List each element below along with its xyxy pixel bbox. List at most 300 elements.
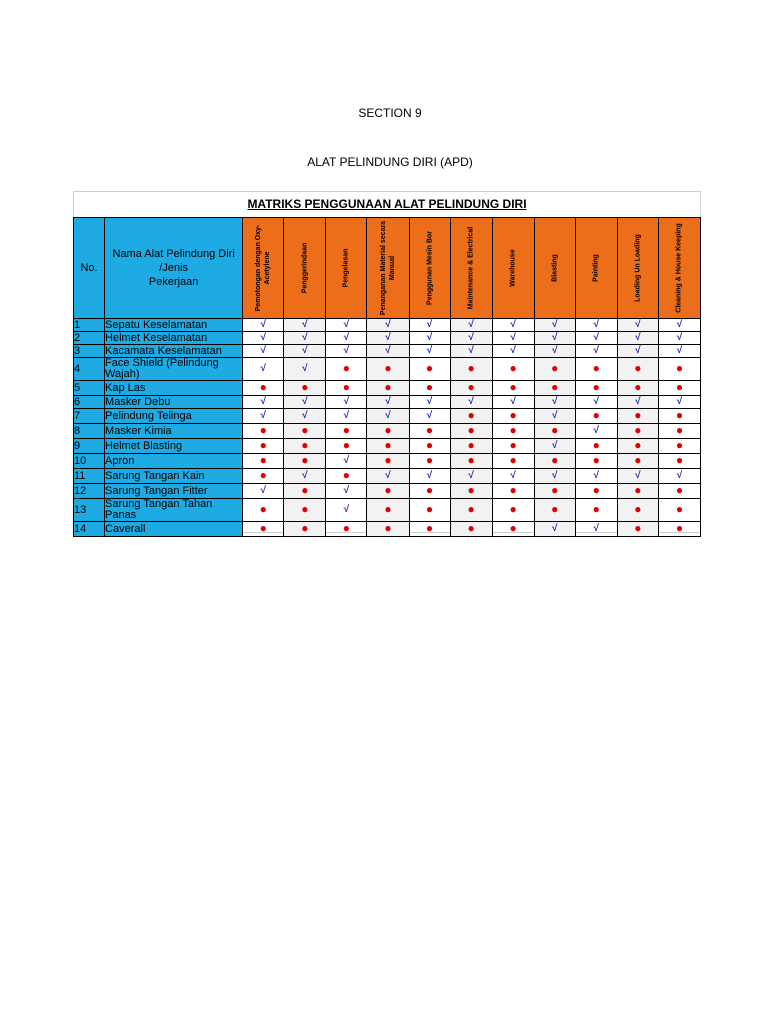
- not-required-dot: [534, 454, 575, 469]
- dot-icon: ●: [384, 380, 392, 394]
- table-row: [74, 522, 701, 537]
- not-required-dot: [534, 358, 575, 381]
- dot-icon: ●: [467, 408, 475, 422]
- check-icon: √: [260, 345, 267, 356]
- column-header-job: [617, 218, 658, 319]
- check-icon: √: [260, 396, 267, 407]
- dot-icon: ●: [592, 438, 600, 452]
- not-required-dot: [367, 454, 409, 469]
- check-mark: [658, 345, 700, 358]
- job-label: Pemotongan dengan Oxy-Acetylene: [255, 224, 272, 312]
- equipment-name: Pelindung Telinga: [105, 409, 243, 424]
- not-required-dot: [534, 484, 575, 499]
- column-header-job: [492, 218, 534, 319]
- check-icon: √: [676, 345, 683, 356]
- not-required-dot: [450, 381, 492, 396]
- not-required-dot: [450, 409, 492, 424]
- check-mark: [534, 319, 575, 332]
- dot-icon: ●: [634, 502, 642, 516]
- table-row: [74, 484, 701, 499]
- not-required-dot: [409, 522, 450, 537]
- not-required-dot: [409, 484, 450, 499]
- dot-icon: ●: [259, 468, 267, 482]
- table-row: [74, 469, 701, 484]
- job-label: Pengelasan: [342, 248, 350, 288]
- dot-icon: ●: [509, 521, 517, 535]
- dot-icon: ●: [634, 361, 642, 375]
- dot-icon: ●: [675, 361, 684, 375]
- job-label: Penggunan Mesin Bor: [426, 231, 434, 305]
- equipment-name: Apron: [105, 454, 243, 469]
- job-label: Painting: [592, 254, 600, 282]
- row-number: 9: [74, 439, 105, 454]
- row-number: 13: [74, 499, 105, 522]
- equipment-name: Face Shield (Pelindung Wajah): [105, 358, 243, 381]
- check-mark: [534, 469, 575, 484]
- check-icon: √: [385, 332, 391, 343]
- dot-icon: ●: [301, 438, 309, 452]
- check-icon: √: [551, 396, 558, 407]
- table-row: [74, 439, 701, 454]
- row-number: 10: [74, 454, 105, 469]
- check-mark: [284, 358, 326, 381]
- not-required-dot: [658, 484, 700, 499]
- dot-icon: ●: [551, 502, 559, 516]
- not-required-dot: [367, 499, 409, 522]
- check-mark: [492, 396, 534, 409]
- check-icon: √: [676, 470, 683, 481]
- equipment-name: Masker Kimia: [105, 424, 243, 439]
- check-icon: √: [426, 319, 433, 330]
- not-required-dot: [284, 454, 326, 469]
- dot-icon: ●: [675, 502, 684, 516]
- not-required-dot: [284, 499, 326, 522]
- dot-icon: ●: [467, 438, 475, 452]
- not-required-dot: [243, 381, 284, 396]
- not-required-dot: [409, 381, 450, 396]
- not-required-dot: [492, 454, 534, 469]
- equipment-name: Helmet Blasting: [105, 439, 243, 454]
- dot-icon: ●: [675, 438, 684, 452]
- check-mark: [534, 345, 575, 358]
- equipment-name: Kacamata Keselamatan: [105, 345, 243, 358]
- equipment-name: Masker Debu: [105, 396, 243, 409]
- dot-icon: ●: [592, 380, 600, 394]
- check-icon: √: [343, 410, 350, 421]
- equipment-name: Sarung Tangan Kain: [105, 469, 243, 484]
- check-mark: [243, 319, 284, 332]
- check-icon: √: [593, 425, 600, 436]
- check-icon: √: [426, 345, 433, 356]
- not-required-dot: [450, 439, 492, 454]
- check-mark: [534, 522, 575, 537]
- not-required-dot: [243, 469, 284, 484]
- not-required-dot: [450, 484, 492, 499]
- not-required-dot: [617, 424, 658, 439]
- check-mark: [617, 345, 658, 358]
- check-icon: √: [510, 345, 516, 356]
- row-number: 11: [74, 469, 105, 484]
- not-required-dot: [243, 424, 284, 439]
- dot-icon: ●: [384, 521, 392, 535]
- dot-icon: ●: [259, 423, 267, 437]
- job-label: Loading Un Loading: [634, 234, 642, 302]
- dot-icon: ●: [592, 502, 600, 516]
- not-required-dot: [575, 439, 617, 454]
- dot-icon: ●: [425, 438, 434, 452]
- not-required-dot: [326, 358, 367, 381]
- not-required-dot: [367, 484, 409, 499]
- check-icon: √: [302, 319, 308, 330]
- check-mark: [534, 409, 575, 424]
- check-icon: √: [260, 332, 267, 343]
- dot-icon: ●: [634, 438, 642, 452]
- check-icon: √: [676, 319, 683, 330]
- table-row: [74, 345, 701, 358]
- not-required-dot: [284, 484, 326, 499]
- not-required-dot: [326, 381, 367, 396]
- not-required-dot: [450, 499, 492, 522]
- dot-icon: ●: [301, 423, 309, 437]
- column-header-job: [450, 218, 492, 319]
- check-icon: √: [551, 523, 558, 534]
- check-icon: √: [635, 396, 641, 407]
- name-header-line-3: Pekerjaan: [148, 276, 199, 288]
- not-required-dot: [575, 381, 617, 396]
- dot-icon: ●: [467, 380, 475, 394]
- check-mark: [575, 469, 617, 484]
- dot-icon: ●: [592, 361, 600, 375]
- dot-icon: ●: [467, 361, 475, 375]
- section-heading: SECTION 9: [358, 106, 422, 120]
- dot-icon: ●: [342, 380, 351, 394]
- matrix-body: [74, 319, 701, 537]
- dot-icon: ●: [509, 361, 517, 375]
- dot-icon: ●: [342, 521, 351, 535]
- check-mark: [450, 469, 492, 484]
- check-mark: [367, 319, 409, 332]
- check-icon: √: [426, 332, 433, 343]
- check-icon: √: [593, 332, 600, 343]
- not-required-dot: [617, 381, 658, 396]
- dot-icon: ●: [634, 380, 642, 394]
- check-icon: √: [593, 470, 600, 481]
- not-required-dot: [492, 424, 534, 439]
- equipment-name: Sarung Tangan Fitter: [105, 484, 243, 499]
- check-icon: √: [468, 396, 474, 407]
- not-required-dot: [450, 454, 492, 469]
- not-required-dot: [409, 358, 450, 381]
- check-icon: √: [260, 410, 267, 421]
- not-required-dot: [658, 522, 700, 537]
- dot-icon: ●: [551, 453, 559, 467]
- matrix-table: [73, 217, 701, 537]
- job-label: Cleaning & House Keeping: [675, 223, 683, 313]
- row-number: 12: [74, 484, 105, 499]
- check-icon: √: [343, 485, 350, 496]
- not-required-dot: [617, 409, 658, 424]
- dot-icon: ●: [467, 502, 475, 516]
- check-icon: √: [302, 363, 308, 374]
- check-icon: √: [343, 396, 350, 407]
- table-row: [74, 396, 701, 409]
- not-required-dot: [492, 522, 534, 537]
- check-icon: √: [551, 332, 558, 343]
- dot-icon: ●: [301, 483, 309, 497]
- check-mark: [326, 319, 367, 332]
- not-required-dot: [450, 522, 492, 537]
- dot-icon: ●: [675, 380, 684, 394]
- dot-icon: ●: [425, 502, 434, 516]
- not-required-dot: [326, 424, 367, 439]
- check-mark: [492, 319, 534, 332]
- dot-icon: ●: [509, 483, 517, 497]
- table-row: [74, 319, 701, 332]
- check-mark: [367, 345, 409, 358]
- check-mark: [367, 469, 409, 484]
- name-header-line-1: Nama Alat Pelindung Diri: [112, 248, 235, 260]
- check-mark: [617, 319, 658, 332]
- dot-icon: ●: [425, 423, 434, 437]
- check-mark: [326, 484, 367, 499]
- check-icon: √: [426, 470, 433, 481]
- dot-icon: ●: [592, 408, 600, 422]
- column-header-job: [326, 218, 367, 319]
- job-label: Penggerindaan: [301, 242, 309, 294]
- not-required-dot: [492, 439, 534, 454]
- check-icon: √: [385, 410, 391, 421]
- not-required-dot: [326, 522, 367, 537]
- check-mark: [575, 396, 617, 409]
- not-required-dot: [575, 484, 617, 499]
- check-icon: √: [426, 410, 433, 421]
- column-header-no: No.: [74, 218, 105, 319]
- not-required-dot: [534, 424, 575, 439]
- dot-icon: ●: [675, 521, 684, 535]
- not-required-dot: [534, 381, 575, 396]
- dot-icon: ●: [425, 361, 434, 375]
- check-mark: [326, 396, 367, 409]
- column-header-job: [534, 218, 575, 319]
- dot-icon: ●: [301, 453, 309, 467]
- dot-icon: ●: [467, 453, 475, 467]
- check-mark: [409, 409, 450, 424]
- check-mark: [658, 332, 700, 345]
- dot-icon: ●: [675, 483, 684, 497]
- row-number: 1: [74, 319, 105, 332]
- not-required-dot: [367, 522, 409, 537]
- dot-icon: ●: [634, 453, 642, 467]
- not-required-dot: [409, 424, 450, 439]
- check-mark: [243, 332, 284, 345]
- not-required-dot: [367, 358, 409, 381]
- check-mark: [326, 332, 367, 345]
- column-header-job: [284, 218, 326, 319]
- check-icon: √: [551, 345, 558, 356]
- not-required-dot: [617, 439, 658, 454]
- dot-icon: ●: [675, 408, 684, 422]
- check-mark: [450, 396, 492, 409]
- not-required-dot: [409, 499, 450, 522]
- check-icon: √: [343, 455, 350, 466]
- not-required-dot: [617, 484, 658, 499]
- check-icon: √: [593, 396, 600, 407]
- dot-icon: ●: [259, 380, 267, 394]
- check-icon: √: [593, 319, 600, 330]
- not-required-dot: [658, 424, 700, 439]
- check-icon: √: [510, 332, 516, 343]
- check-icon: √: [302, 332, 308, 343]
- not-required-dot: [492, 381, 534, 396]
- table-row: [74, 424, 701, 439]
- not-required-dot: [658, 454, 700, 469]
- not-required-dot: [284, 439, 326, 454]
- dot-icon: ●: [509, 423, 517, 437]
- check-mark: [492, 332, 534, 345]
- check-icon: √: [385, 470, 391, 481]
- check-icon: √: [343, 504, 350, 515]
- name-header-line-2: /Jenis: [159, 262, 189, 274]
- check-icon: √: [302, 410, 308, 421]
- equipment-name: Sarung Tangan Tahan Panas: [105, 499, 243, 522]
- dot-icon: ●: [384, 438, 392, 452]
- check-mark: [409, 319, 450, 332]
- not-required-dot: [367, 381, 409, 396]
- check-mark: [450, 332, 492, 345]
- check-mark: [450, 319, 492, 332]
- not-required-dot: [617, 454, 658, 469]
- dot-icon: ●: [384, 453, 392, 467]
- check-icon: √: [343, 345, 350, 356]
- check-icon: √: [551, 319, 558, 330]
- table-row: [74, 332, 701, 345]
- dot-icon: ●: [342, 361, 351, 375]
- dot-icon: ●: [551, 483, 559, 497]
- dot-icon: ●: [384, 361, 392, 375]
- dot-icon: ●: [592, 483, 600, 497]
- not-required-dot: [617, 358, 658, 381]
- row-number: 4: [74, 358, 105, 381]
- not-required-dot: [284, 381, 326, 396]
- not-required-dot: [450, 424, 492, 439]
- job-label: Maintenance & Electrical: [467, 226, 475, 310]
- not-required-dot: [409, 439, 450, 454]
- equipment-name: Helmet Keselamatan: [105, 332, 243, 345]
- check-mark: [534, 396, 575, 409]
- not-required-dot: [534, 499, 575, 522]
- column-header-job: [658, 218, 700, 319]
- table-row: [74, 454, 701, 469]
- check-icon: √: [635, 332, 641, 343]
- check-mark: [243, 409, 284, 424]
- column-header-job: [243, 218, 284, 319]
- apd-matrix: [73, 191, 701, 533]
- not-required-dot: [658, 381, 700, 396]
- not-required-dot: [575, 499, 617, 522]
- check-icon: √: [260, 319, 267, 330]
- not-required-dot: [243, 499, 284, 522]
- dot-icon: ●: [592, 453, 600, 467]
- check-icon: √: [468, 345, 474, 356]
- dot-icon: ●: [425, 521, 434, 535]
- check-mark: [284, 396, 326, 409]
- column-header-job: [409, 218, 450, 319]
- not-required-dot: [243, 454, 284, 469]
- dot-icon: ●: [384, 483, 392, 497]
- check-icon: √: [510, 396, 516, 407]
- check-mark: [617, 469, 658, 484]
- check-mark: [284, 345, 326, 358]
- check-icon: √: [635, 470, 641, 481]
- check-mark: [409, 469, 450, 484]
- check-mark: [534, 332, 575, 345]
- not-required-dot: [367, 424, 409, 439]
- check-icon: √: [593, 523, 600, 534]
- not-required-dot: [492, 409, 534, 424]
- dot-icon: ●: [384, 423, 392, 437]
- table-row: [74, 358, 701, 381]
- check-mark: [409, 332, 450, 345]
- check-mark: [284, 409, 326, 424]
- not-required-dot: [617, 499, 658, 522]
- dot-icon: ●: [259, 453, 267, 467]
- check-mark: [243, 345, 284, 358]
- row-number: 14: [74, 522, 105, 537]
- column-header-name: [105, 218, 243, 319]
- dot-icon: ●: [675, 453, 684, 467]
- check-mark: [450, 345, 492, 358]
- check-mark: [492, 469, 534, 484]
- check-mark: [326, 499, 367, 522]
- table-row: [74, 381, 701, 396]
- check-mark: [575, 522, 617, 537]
- dot-icon: ●: [675, 423, 684, 437]
- check-icon: √: [468, 332, 474, 343]
- job-label: Blasting: [551, 254, 559, 282]
- table-row: [74, 409, 701, 424]
- check-mark: [617, 396, 658, 409]
- check-mark: [658, 319, 700, 332]
- dot-icon: ●: [342, 468, 351, 482]
- not-required-dot: [492, 499, 534, 522]
- check-mark: [575, 319, 617, 332]
- not-required-dot: [450, 358, 492, 381]
- not-required-dot: [575, 358, 617, 381]
- dot-icon: ●: [425, 453, 434, 467]
- document-title: ALAT PELINDUNG DIRI (APD): [307, 155, 473, 169]
- dot-icon: ●: [467, 483, 475, 497]
- check-mark: [284, 469, 326, 484]
- not-required-dot: [492, 358, 534, 381]
- dot-icon: ●: [259, 521, 267, 535]
- not-required-dot: [658, 439, 700, 454]
- dot-icon: ●: [509, 380, 517, 394]
- not-required-dot: [617, 522, 658, 537]
- check-mark: [534, 439, 575, 454]
- not-required-dot: [243, 522, 284, 537]
- row-number: 2: [74, 332, 105, 345]
- dot-icon: ●: [342, 438, 351, 452]
- column-header-job: [575, 218, 617, 319]
- dot-icon: ●: [634, 423, 642, 437]
- check-mark: [243, 358, 284, 381]
- not-required-dot: [575, 454, 617, 469]
- check-mark: [409, 345, 450, 358]
- not-required-dot: [243, 439, 284, 454]
- equipment-name: Caverall: [105, 522, 243, 537]
- dot-icon: ●: [342, 423, 351, 437]
- check-mark: [492, 345, 534, 358]
